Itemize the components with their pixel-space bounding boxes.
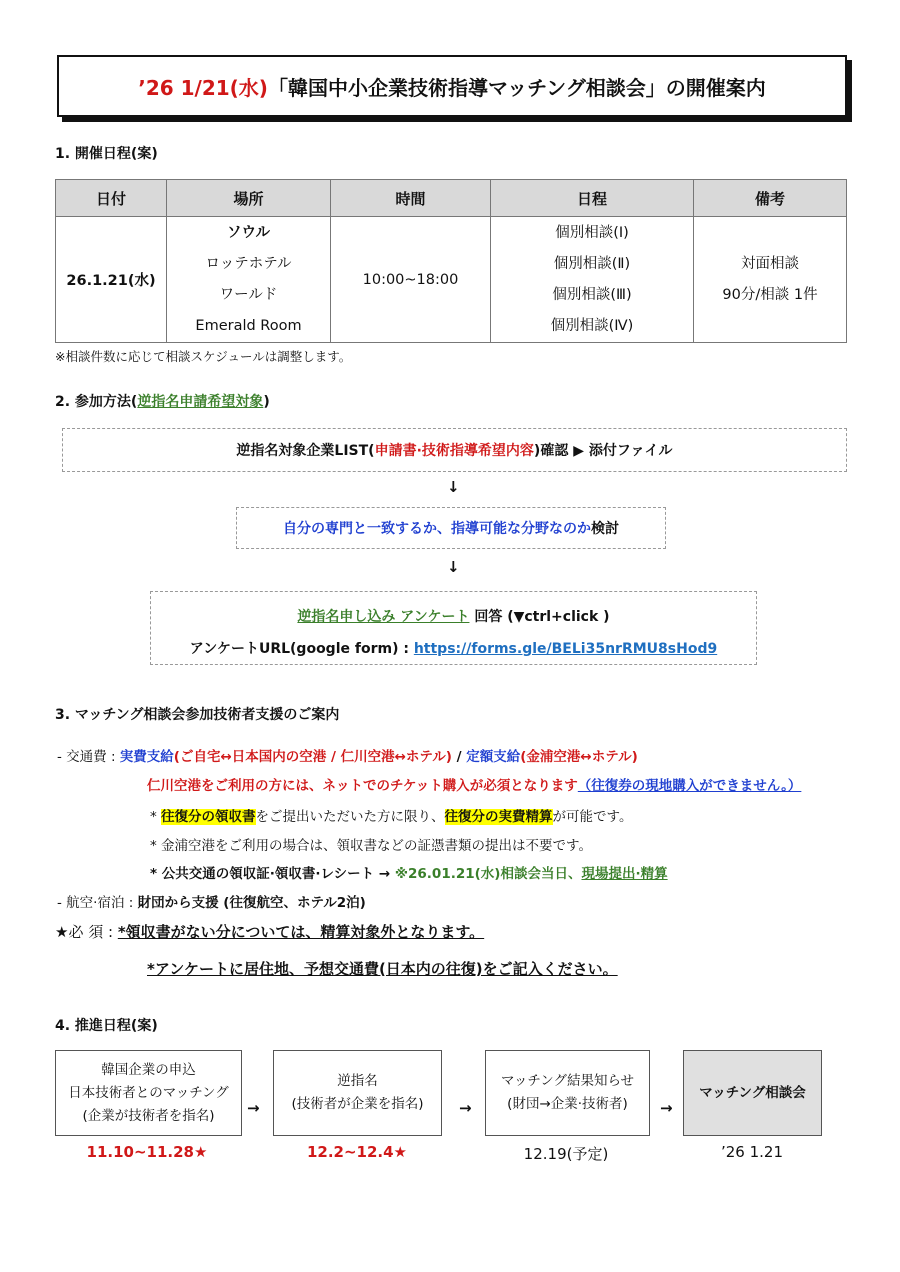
survey-link[interactable]: 逆指名申し込み アンケート <box>297 609 470 625</box>
transport-fixed: 定額支給 <box>466 749 521 765</box>
process-arrow-3: → <box>660 1099 673 1117</box>
transport-actual-detail: (ご自宅↔日本国内の空港 / 仁川空港↔ホテル) <box>173 749 452 765</box>
step3-part-b: 回答 (▼ctrl+click ) <box>469 609 610 625</box>
process-box-reverse <box>273 1050 442 1136</box>
flow-step-2-text <box>283 518 619 538</box>
cell-time: 10:00~18:00 <box>331 217 491 343</box>
process-date-3: 12.19(予定) <box>523 1145 609 1163</box>
remarks-line: 対面相談 <box>741 255 799 272</box>
section2-heading-highlight: 逆指名申請希望対象 <box>137 394 264 410</box>
incheon-note: （往復券の現地購入ができません。） <box>577 778 802 794</box>
air-text: 財団から支援 (往復航空、ホテル2泊) <box>137 895 366 911</box>
schedule-line: 個別相談(Ⅱ) <box>553 255 631 272</box>
process-date-1: 11.10~11.28★ <box>86 1143 208 1161</box>
transport-actual: 実費支給 <box>119 749 174 765</box>
section1-heading: 1. 開催日程(案) <box>55 146 158 162</box>
flow-step-3-line2 <box>151 638 756 658</box>
box-line: (財団→企業·技術者) <box>507 1096 628 1112</box>
box-line: (企業が技術者を指名) <box>82 1107 215 1124</box>
box-line: (技術者が企業を指名) <box>291 1096 424 1112</box>
header-place: 場所 <box>167 180 331 217</box>
note1-text-b: が可能です。 <box>552 809 633 825</box>
header-schedule: 日程 <box>491 180 694 217</box>
header-date: 日付 <box>56 180 167 217</box>
step1-part-c: )確認 ▶ 添付ファイル <box>533 443 673 459</box>
note3-date: ※26.01.21(水)相談会当日、 <box>394 866 582 882</box>
step2-part-a: 自分の専門と一致するか、指導可能な分野なのか <box>283 521 591 537</box>
note3-row <box>150 862 668 882</box>
cell-date: 26.1.21(水) <box>56 217 167 343</box>
box-line: 日本技術者とのマッチング <box>68 1084 229 1101</box>
cell-place <box>167 217 331 343</box>
section2-heading <box>55 391 270 411</box>
note1-highlight-a: 往復分の領収書 <box>161 809 256 825</box>
place-line: Emerald Room <box>195 317 302 334</box>
google-form-link[interactable]: https://forms.gle/BELi35nrRMU8sHod9 <box>413 641 718 657</box>
schedule-line: 個別相談(Ⅰ) <box>555 224 629 241</box>
flow-arrow-1: ↓ <box>447 478 460 496</box>
schedule-note: ※相談件数に応じて相談スケジュールは調整します。 <box>55 349 352 364</box>
place-line: ソウル <box>226 224 271 241</box>
header-remarks: 備考 <box>694 180 847 217</box>
section2-heading-prefix: 2. 参加方法( <box>55 394 138 410</box>
step1-part-b: 申請書·技術指導希望内容 <box>374 443 534 459</box>
transport-row <box>57 745 638 765</box>
must-row <box>55 921 484 942</box>
must-note-1: *領収書がない分については、精算対象外となります。 <box>117 923 485 941</box>
place-line: ロッテホテル <box>205 255 292 272</box>
title-text: 「韓国中小企業技術指導マッチング相談会」の開催案内 <box>267 75 766 100</box>
page-title <box>57 55 847 117</box>
box-line: 逆指名 <box>337 1073 378 1089</box>
note3-text: * 公共交通の領収証·領収書·レシート → <box>150 866 395 882</box>
note1-text-a: をご提出いただいた方に限り、 <box>255 809 445 825</box>
process-arrow-1: → <box>247 1099 260 1117</box>
cell-schedule <box>491 217 694 343</box>
note1-highlight-b: 往復分の実費精算 <box>444 809 553 825</box>
step1-part-a: 逆指名対象企業LIST( <box>236 443 375 459</box>
title-date: ’26 1/21(水) <box>138 75 268 100</box>
schedule-table <box>55 179 847 343</box>
header-time: 時間 <box>331 180 491 217</box>
process-date-2: 12.2~12.4★ <box>306 1143 408 1161</box>
transport-fixed-detail: (金浦空港↔ホテル) <box>520 749 638 765</box>
box-line: マッチング相談会 <box>699 1084 806 1101</box>
process-date-4: ’26 1.21 <box>720 1143 784 1161</box>
air-row <box>57 891 366 911</box>
process-box-meeting <box>683 1050 822 1136</box>
incheon-row <box>147 774 801 794</box>
note1-row <box>150 805 632 825</box>
schedule-line: 個別相談(Ⅳ) <box>550 317 634 334</box>
note1-bullet: * <box>150 809 162 825</box>
section3-heading: 3. マッチング相談会参加技術者支援のご案内 <box>55 707 340 723</box>
cell-remarks <box>694 217 847 343</box>
place-line: ワールド <box>219 286 278 303</box>
transport-sep: / <box>451 749 467 765</box>
flow-step-1-text <box>236 440 672 460</box>
schedule-line: 個別相談(Ⅲ) <box>552 286 632 303</box>
incheon-text: 仁川空港をご利用の方には、ネットでのチケット購入が必須となります <box>147 778 578 794</box>
process-arrow-2: → <box>459 1099 472 1117</box>
must-label: ★必 須 : <box>55 923 118 941</box>
box-line: マッチング結果知らせ <box>500 1073 635 1089</box>
note3-onsite: 現場提出·精算 <box>581 866 668 882</box>
section2-heading-suffix: ) <box>263 394 270 410</box>
process-box-result <box>485 1050 650 1136</box>
process-box-apply <box>55 1050 242 1136</box>
url-label: アンケートURL(google form) : <box>189 641 414 657</box>
flow-arrow-2: ↓ <box>447 558 460 576</box>
step2-part-b: 検討 <box>591 521 619 537</box>
must-row-2 <box>147 958 618 979</box>
transport-label: - 交通費 : <box>57 749 120 765</box>
section4-heading: 4. 推進日程(案) <box>55 1018 158 1034</box>
note2-row: * 金浦空港をご利用の場合は、領収書などの証憑書類の提出は不要です。 <box>150 838 592 854</box>
flow-step-1 <box>62 428 847 472</box>
flow-step-3-line1 <box>151 606 756 626</box>
flow-step-3 <box>150 591 757 665</box>
flow-step-2 <box>236 507 666 549</box>
box-line: 韓国企業の申込 <box>101 1061 196 1078</box>
air-label: - 航空·宿泊 : <box>57 895 138 911</box>
remarks-line: 90分/相談 1件 <box>722 286 818 303</box>
must-note-2: *アンケートに居住地、予想交通費(日本内の往復)をご記入ください。 <box>147 960 618 978</box>
